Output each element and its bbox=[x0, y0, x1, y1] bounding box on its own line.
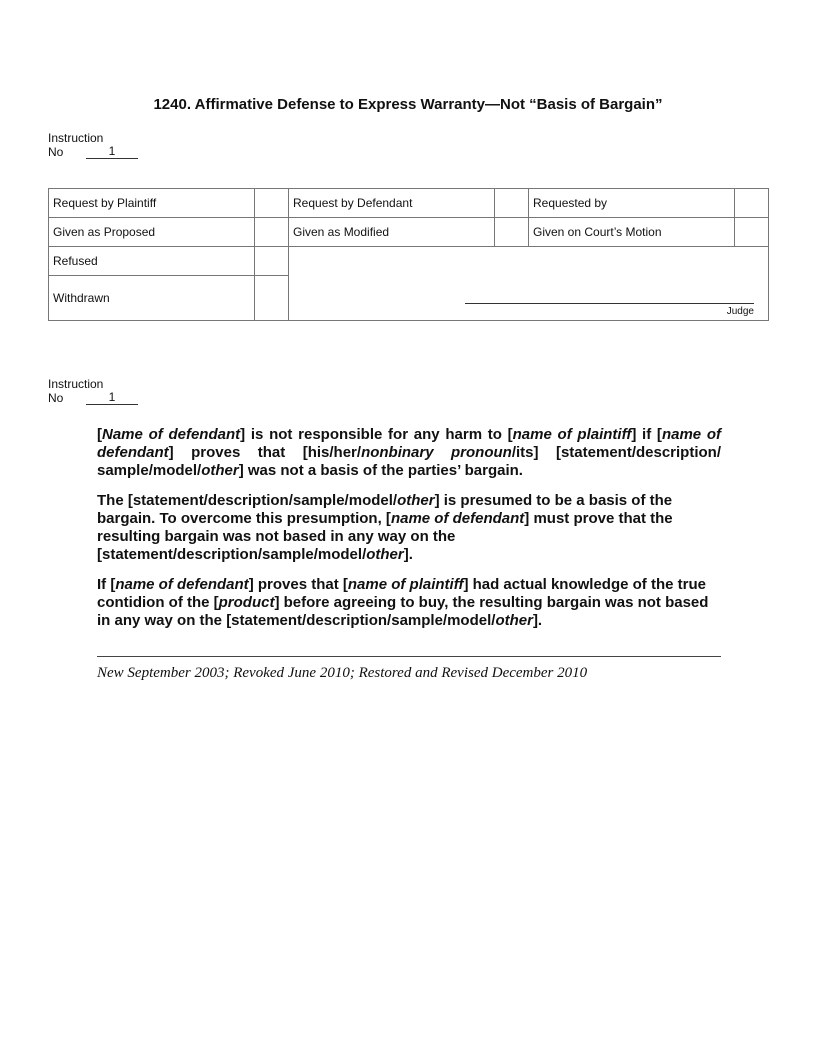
instruction-body bbox=[97, 426, 721, 642]
request-by-defendant-label: Request by Defendant bbox=[289, 189, 495, 218]
paragraph-1: [Name of defendant] is not responsible for any harm to [name of plaintiff] if [name of defendant] proves that [his/her/nonbinary pronoun/its] [statement/description/ sample/model/other] was not a basis of the parties’ bargain. bbox=[97, 426, 722, 479]
refused-box[interactable] bbox=[255, 247, 289, 276]
given-as-proposed-label: Given as Proposed bbox=[49, 218, 255, 247]
instruction-number: 1 bbox=[86, 145, 138, 159]
paragraph-2: The [statement/description/sample/model/other] is presumed to be a basis of the bargain. To overcome this presumption, [name of defendant] must prove that the resulting bargain was not based in any way on the [statement/description/sample/model/other]. bbox=[97, 492, 673, 563]
withdrawn-box[interactable] bbox=[255, 276, 289, 321]
refused-label: Refused bbox=[49, 247, 255, 276]
no-label: No bbox=[48, 145, 64, 159]
instruction-label: Instruction bbox=[48, 131, 104, 145]
judge-signature-area bbox=[289, 247, 769, 321]
instruction-label: Instruction bbox=[48, 377, 104, 391]
given-on-courts-motion-box[interactable] bbox=[735, 218, 769, 247]
no-label: No bbox=[48, 391, 64, 405]
paragraph-3: If [name of defendant] proves that [name of plaintiff] had actual knowledge of the true contidion of the [product] before agreeing to buy, the resulting bargain was not based in any way on the [statement/description/sample/model/other]. bbox=[97, 576, 709, 629]
given-as-proposed-box[interactable] bbox=[255, 218, 289, 247]
withdrawn-label: Withdrawn bbox=[49, 276, 255, 321]
request-by-defendant-box[interactable] bbox=[495, 189, 529, 218]
requested-by-label: Requested by bbox=[529, 189, 735, 218]
request-by-plaintiff-box[interactable] bbox=[255, 189, 289, 218]
judge-signature-line[interactable] bbox=[465, 303, 754, 304]
given-on-courts-motion-label: Given on Court’s Motion bbox=[529, 218, 735, 247]
given-as-modified-box[interactable] bbox=[495, 218, 529, 247]
instruction-number: 1 bbox=[86, 391, 138, 405]
instruction-number-block-bottom bbox=[48, 377, 138, 405]
judge-label: Judge bbox=[726, 306, 754, 317]
page-title: 1240. Affirmative Defense to Express Warranty—Not “Basis of Bargain” bbox=[153, 96, 663, 113]
given-as-modified-label: Given as Modified bbox=[289, 218, 495, 247]
divider bbox=[97, 656, 721, 657]
requested-by-box[interactable] bbox=[735, 189, 769, 218]
instruction-number-block-top bbox=[48, 131, 138, 159]
request-by-plaintiff-label: Request by Plaintiff bbox=[49, 189, 255, 218]
request-table bbox=[48, 188, 769, 321]
history-note: New September 2003; Revoked June 2010; Restored and Revised December 2010 bbox=[97, 665, 588, 681]
